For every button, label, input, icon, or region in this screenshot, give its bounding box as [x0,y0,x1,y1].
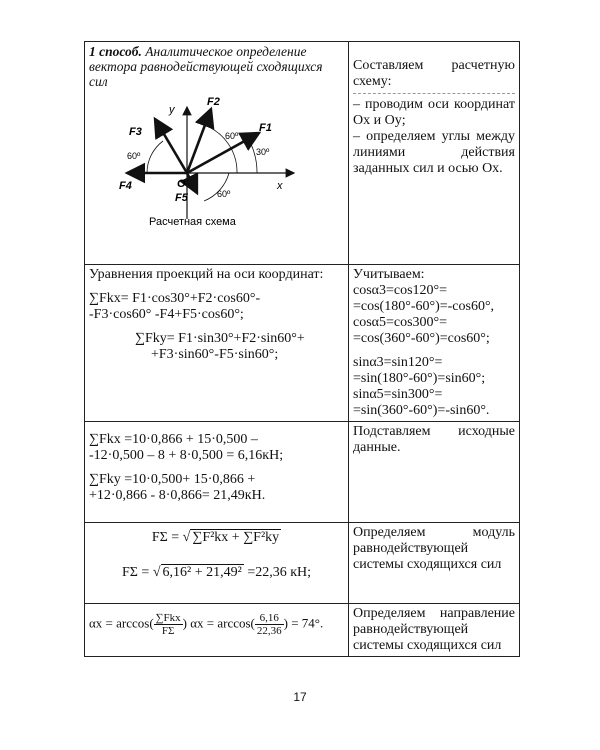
trig-heading: Учитываем: [353,267,425,282]
modulus-lhs: FΣ = [151,530,180,545]
modulus-calc-radicand: 6,16² + 21,49² [162,565,242,580]
diagram-cell [85,42,349,265]
sum-fy-line1: ∑Fky= F1·sin30°+F2·sin60°+ [135,331,305,346]
fraction-den: 22,36 [256,625,282,637]
force-f2 [187,109,211,173]
divider [353,93,515,94]
trig-sin3: sinα3=sin120°= [353,355,443,370]
scheme-notes-cell [349,42,520,265]
sum-fy-value-line2: +12·0,866 - 8·0,866= 21,49кН. [89,488,266,503]
fraction-symbolic [154,612,183,637]
section-title-rest: Аналитическое определение вектора равнодействующей сходящихся сил [89,44,323,89]
label-f4: F4 [119,180,132,192]
modulus-note-cell [349,523,520,604]
substitution-note-cell [349,422,520,523]
projection-heading: Уравнения проекций на оси координат: [89,267,324,282]
direction-cell [85,604,349,657]
projection-equations-cell [85,265,349,422]
section-title [89,44,344,89]
table-row [85,422,520,523]
label-60-bottom: 60º [217,189,231,199]
arc-60-left [147,141,163,173]
direction-formula [89,612,344,637]
fraction-num: 6,16 [255,612,284,625]
force-diagram [89,89,344,259]
sum-fy-line2: +F3·sin60°-F5·sin60°; [151,347,279,362]
trig-sin3-eq: =sin(180°-60°)=sin60°; [353,371,486,386]
label-o: O [177,178,186,190]
diagram-caption: Расчетная схема [149,216,236,228]
label-60-top: 60º [225,131,239,141]
table-row [85,42,520,265]
fraction-den: FΣ [161,625,175,637]
direction-result: ) = 74°. [283,615,324,631]
direction-note-cell [349,604,520,657]
trig-sin5: sinα5=sin300°= [353,387,443,402]
solution-table [84,41,520,657]
direction-part1: αx = arccos( [89,615,154,631]
resultant-modulus-cell [85,523,349,604]
scheme-item-axes: – проводим оси координат Ox и Oy; [353,97,515,128]
modulus-note: Определяем модуль равнодействующей системы сходящихся сил [353,525,515,572]
label-y: y [169,104,175,116]
direction-part2: ) αx = arccos( [182,615,255,631]
trig-cos3-eq: =cos(180°-60°)=-cos60°, [353,299,495,314]
trig-cos5-eq: =cos(360°-60°)=cos60°; [353,331,490,346]
section-title-bold: 1 способ. [89,44,142,59]
scheme-intro: Составляем расчетную схему: [353,58,515,89]
sum-fx-value-line1: ∑Fkx =10·0,866 + 15·0,500 – [89,432,258,447]
sum-fx-value-line2: -12·0,500 – 8 + 8·0,500 = 6,16кН; [89,448,284,463]
modulus-radicand: ∑F²kx + ∑F²ky [192,530,280,545]
label-f1: F1 [259,122,272,134]
trig-sin5-eq: =sin(360°-60°)=-sin60°. [353,403,490,418]
table-row [85,265,520,422]
fraction-num: ∑Fkx [155,612,181,624]
sqrt-sign-icon: √ [182,530,191,545]
scheme-item-angles: – определяем углы между линиями действия заданных сил и осью Ox. [353,129,515,176]
label-x: x [277,180,283,192]
modulus-calc [89,564,344,581]
label-f5: F5 [175,192,188,204]
table-row [85,523,520,604]
label-f2: F2 [207,96,220,108]
page-number: 17 [293,690,307,704]
force-f3 [155,119,187,173]
modulus-formula [89,529,344,546]
force-f5 [187,173,197,193]
trig-cos3: cosα3=cos120°= [353,283,448,298]
trig-cos5: cosα5=cos300°= [353,315,448,330]
force-diagram-svg [89,89,339,254]
substitution-cell [85,422,349,523]
label-f3: F3 [129,126,142,138]
substitution-note: Подставляем исходные данные. [353,424,515,455]
trig-notes-cell [349,265,520,422]
fraction-numeric [255,612,284,637]
label-60-left: 60º [127,151,141,161]
direction-note: Определяем направление равнодействующей системы сходящихся сил [353,606,515,653]
sum-fx-line1: ∑Fkx= F1·cos30°+F2·cos60°- [89,291,261,306]
force-f1 [187,133,259,173]
table-row [85,604,520,657]
modulus-calc-result: =22,36 кН; [247,565,312,580]
modulus-calc-lhs: FΣ = [121,565,150,580]
sum-fy-value-line1: ∑Fky =10·0,500+ 15·0,866 + [89,472,256,487]
sqrt-sign-icon: √ [152,565,161,580]
label-30: 30º [256,147,270,157]
sum-fx-line2: -F3·cos60° -F4+F5·cos60°; [89,307,244,322]
